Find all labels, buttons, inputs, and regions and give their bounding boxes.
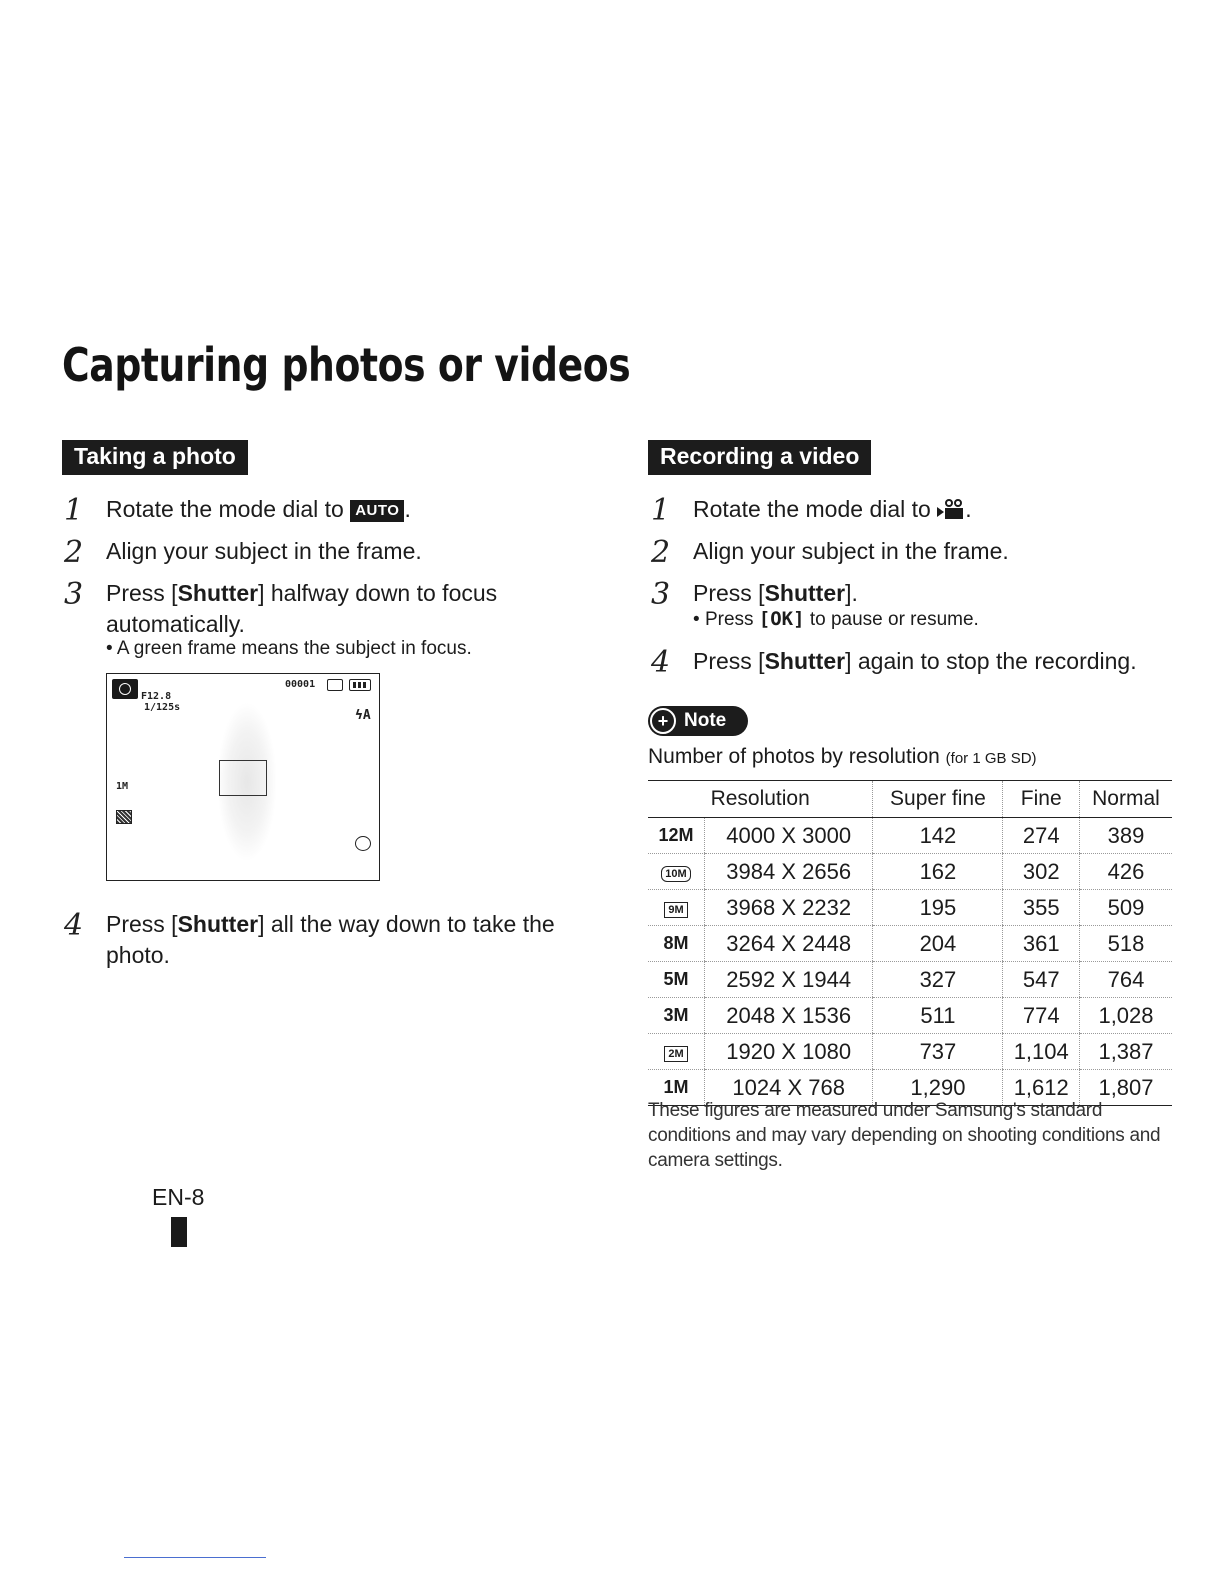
table-row bbox=[648, 890, 1172, 926]
step-number: 1 bbox=[64, 493, 84, 528]
resolution-cell: 4000 X 3000 bbox=[705, 818, 873, 854]
resolution-icon: 12M bbox=[658, 825, 694, 845]
step-number: 3 bbox=[64, 577, 84, 612]
fine-cell: 355 bbox=[1003, 890, 1080, 926]
step-number: 1 bbox=[651, 493, 671, 528]
page-title: Capturing photos or videos bbox=[62, 338, 631, 392]
resolution-icon: 2M bbox=[664, 1046, 687, 1062]
resolution-cell: 3968 X 2232 bbox=[705, 890, 873, 926]
resolution-table bbox=[648, 780, 1172, 1106]
plus-icon: + bbox=[650, 708, 676, 734]
table-header-row bbox=[648, 781, 1172, 818]
resolution-cell: 1024 X 768 bbox=[705, 1070, 873, 1106]
shot-counter: 00001 bbox=[285, 679, 316, 690]
page-marker bbox=[171, 1217, 187, 1247]
fine-cell: 302 bbox=[1003, 854, 1080, 890]
step-number: 4 bbox=[651, 645, 671, 680]
table-row bbox=[648, 926, 1172, 962]
step-text: Press [Shutter] halfway down to focus automatically. bbox=[106, 580, 498, 637]
resolution-cell: 2048 X 1536 bbox=[705, 998, 873, 1034]
resolution-icon: 5M bbox=[663, 969, 689, 989]
fine-cell: 1,104 bbox=[1003, 1034, 1080, 1070]
step-text: Rotate the mode dial to . bbox=[693, 496, 972, 522]
normal-cell: 764 bbox=[1079, 962, 1172, 998]
table-subtitle: (for 1 GB SD) bbox=[945, 750, 1037, 767]
resolution-cell: 1920 X 1080 bbox=[705, 1034, 873, 1070]
step-text: Press [Shutter]. bbox=[693, 580, 858, 606]
viewfinder-illustration bbox=[106, 673, 380, 881]
normal-cell: 1,387 bbox=[1079, 1034, 1172, 1070]
table-row bbox=[648, 962, 1172, 998]
fine-cell: 1,612 bbox=[1003, 1070, 1080, 1106]
resolution-icon: 9M bbox=[664, 902, 687, 918]
video-mode-icon bbox=[937, 498, 965, 520]
column-header: Resolution bbox=[648, 781, 873, 818]
resolution-icon: 10M bbox=[661, 866, 690, 882]
quality-icon bbox=[116, 810, 132, 824]
step-text: Align your subject in the frame. bbox=[106, 538, 422, 564]
step-number: 4 bbox=[64, 908, 84, 943]
normal-cell: 426 bbox=[1079, 854, 1172, 890]
bullet-note: • Press [OK] to pause or resume. bbox=[693, 608, 979, 630]
ok-key: [OK] bbox=[758, 608, 805, 630]
normal-cell: 1,028 bbox=[1079, 998, 1172, 1034]
fine-cell: 361 bbox=[1003, 926, 1080, 962]
photo-size-icon: 1M bbox=[116, 781, 129, 792]
fine-cell: 274 bbox=[1003, 818, 1080, 854]
resolution-icon: 8M bbox=[663, 933, 689, 953]
resolution-cell: 3984 X 2656 bbox=[705, 854, 873, 890]
step-text: Align your subject in the frame. bbox=[693, 538, 1009, 564]
resolution-cell: 3264 X 2448 bbox=[705, 926, 873, 962]
bottom-rule bbox=[124, 1557, 266, 1558]
normal-cell: 518 bbox=[1079, 926, 1172, 962]
step-number: 2 bbox=[651, 535, 671, 570]
super-fine-cell: 737 bbox=[873, 1034, 1003, 1070]
timer-icon bbox=[355, 836, 371, 851]
section-heading-video: Recording a video bbox=[648, 440, 871, 475]
note-badge bbox=[648, 706, 748, 736]
column-header: Super fine bbox=[873, 781, 1003, 818]
bullet-note: • A green frame means the subject in focus. bbox=[106, 638, 472, 659]
memory-card-icon bbox=[327, 679, 343, 691]
normal-cell: 509 bbox=[1079, 890, 1172, 926]
page-number: EN-8 bbox=[152, 1184, 205, 1210]
bullet-dot-icon: • bbox=[106, 638, 117, 659]
resolution-cell: 2592 X 1944 bbox=[705, 962, 873, 998]
fine-cell: 547 bbox=[1003, 962, 1080, 998]
bullet-dot-icon: • bbox=[693, 609, 705, 630]
column-header: Normal bbox=[1079, 781, 1172, 818]
flash-auto-icon: ϟA bbox=[355, 708, 371, 723]
step-number: 3 bbox=[651, 577, 671, 612]
resolution-icon: 1M bbox=[663, 1077, 689, 1097]
shutter-speed-value: 1/125s bbox=[144, 702, 181, 713]
normal-cell: 1,807 bbox=[1079, 1070, 1172, 1106]
table-row bbox=[648, 854, 1172, 890]
fine-cell: 774 bbox=[1003, 998, 1080, 1034]
super-fine-cell: 195 bbox=[873, 890, 1003, 926]
step-text: Press [Shutter] again to stop the recording. bbox=[693, 648, 1137, 674]
super-fine-cell: 1,290 bbox=[873, 1070, 1003, 1106]
camera-mode-icon bbox=[112, 679, 138, 699]
step-number: 2 bbox=[64, 535, 84, 570]
aperture-value: F12.8 bbox=[141, 691, 172, 702]
note-label: Note bbox=[684, 710, 727, 731]
super-fine-cell: 511 bbox=[873, 998, 1003, 1034]
table-footnote: These figures are measured under Samsung's standard conditions and may vary depending on shooting conditions and camera settings. bbox=[648, 1100, 1161, 1171]
table-row bbox=[648, 1034, 1172, 1070]
table-row bbox=[648, 818, 1172, 854]
battery-icon bbox=[349, 679, 371, 691]
resolution-icon: 3M bbox=[663, 1005, 689, 1025]
super-fine-cell: 204 bbox=[873, 926, 1003, 962]
super-fine-cell: 142 bbox=[873, 818, 1003, 854]
normal-cell: 389 bbox=[1079, 818, 1172, 854]
focus-frame bbox=[219, 760, 267, 796]
table-row bbox=[648, 998, 1172, 1034]
step-text: Rotate the mode dial to AUTO . bbox=[106, 496, 411, 522]
table-title: Number of photos by resolution (for 1 GB SD) bbox=[648, 745, 1037, 768]
super-fine-cell: 162 bbox=[873, 854, 1003, 890]
column-header: Fine bbox=[1003, 781, 1080, 818]
super-fine-cell: 327 bbox=[873, 962, 1003, 998]
auto-mode-icon: AUTO bbox=[350, 500, 404, 522]
step-text: Press [Shutter] all the way down to take the photo. bbox=[106, 911, 555, 968]
section-heading-photo: Taking a photo bbox=[62, 440, 248, 475]
